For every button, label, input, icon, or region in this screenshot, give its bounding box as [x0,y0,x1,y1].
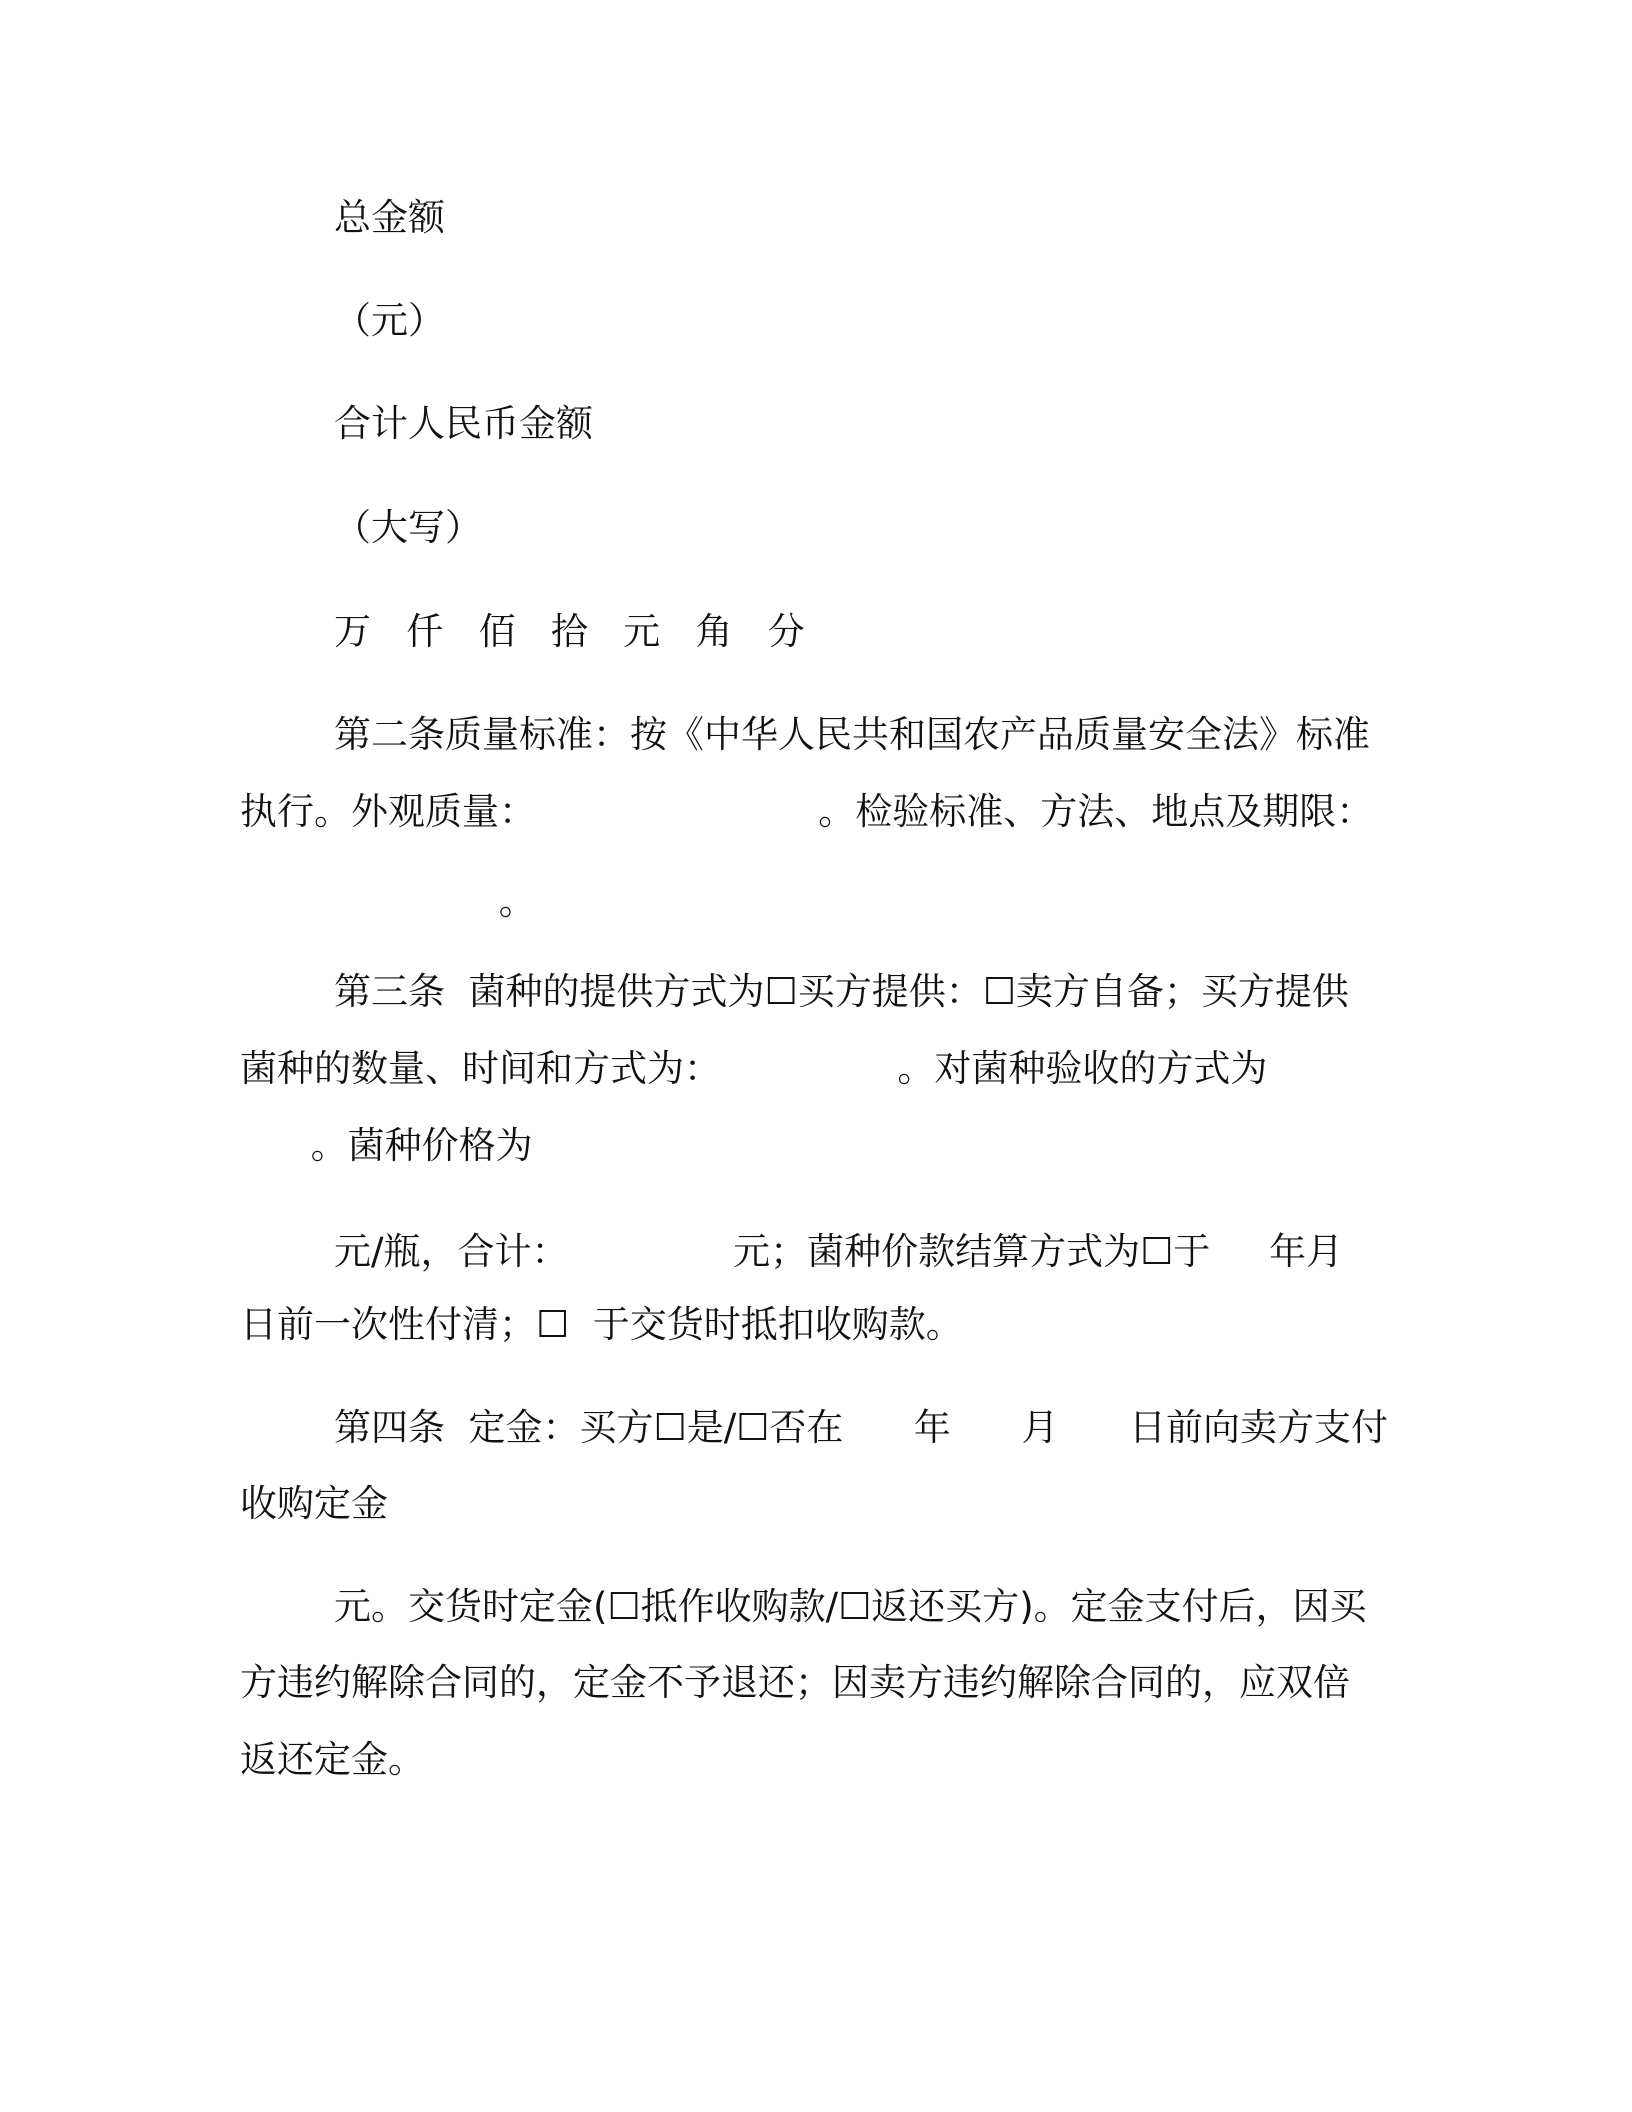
yuan-unit-label: （元） [334,299,445,342]
amount-units-row: 万 仟 佰 拾 元 角 分 [334,610,805,653]
article-3-line-2: 菌种的数量、时间和方式为： 。对菌种验收的方式为 [240,1047,1268,1090]
total-amount-label: 总金额 [334,196,445,239]
article-3-line-5: 日前一次性付清；☐ 于交货时抵扣收购款。 [240,1303,963,1346]
article-2-line-3: 。 [240,880,536,923]
article-4-line-2: 收购定金 [240,1482,388,1525]
article-3-line-4: 元/瓶，合计： 元；菌种价款结算方式为☐于 年月 [334,1230,1344,1273]
article-4-line-4: 方违约解除合同的，定金不予退还；因卖方违约解除合同的，应双倍 [240,1661,1350,1704]
article-2-line-1: 第二条质量标准：按《中华人民共和国农产品质量安全法》标准 [334,713,1370,756]
article-4-line-5: 返还定金。 [240,1738,425,1781]
rmb-total-label: 合计人民币金额 [334,402,593,445]
article-4-line-3: 元。交货时定金(☐抵作收购款/☐返还买方)。定金支付后，因买 [334,1585,1367,1628]
article-4-line-1: 第四条 定金：买方☐是/☐否在 年 月 日前向卖方支付 [334,1406,1389,1449]
article-3-line-3: 。菌种价格为 [240,1124,533,1167]
uppercase-label: （大写） [334,506,482,549]
article-2-line-2: 执行。外观质量： 。检验标准、方法、地点及期限： [240,790,1374,833]
article-3-line-1: 第三条 菌种的提供方式为☐买方提供：☐卖方自备；买方提供 [334,970,1349,1013]
